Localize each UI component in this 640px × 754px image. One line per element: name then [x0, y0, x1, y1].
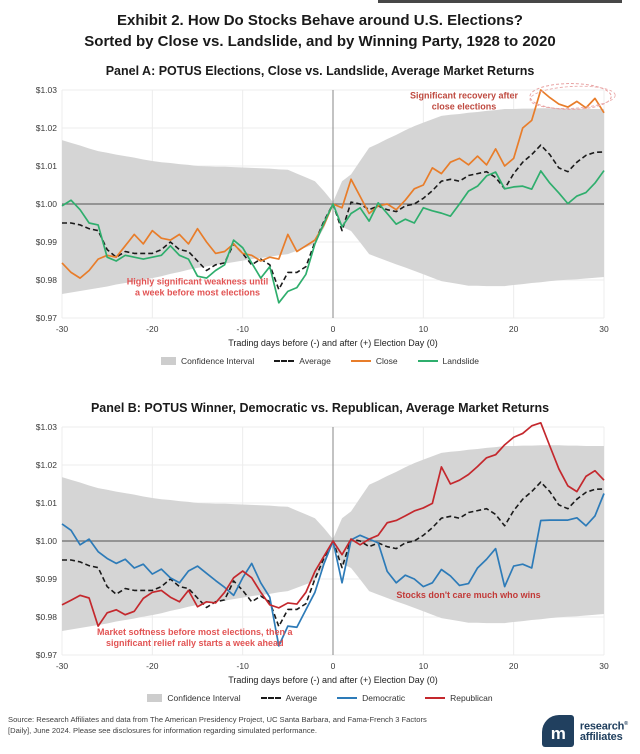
- panel-b-chart: [0, 417, 640, 689]
- legend-item-close: [351, 356, 398, 366]
- annotation-line: Market softness before most elections, then a: [97, 626, 293, 637]
- y-tick-label: $1.02: [35, 460, 57, 470]
- x-tick-label: -30: [55, 324, 69, 334]
- x-tick-label: 10: [418, 324, 429, 334]
- y-tick-label: $0.99: [35, 237, 57, 247]
- panel-b-legend: [0, 691, 640, 704]
- annotation-line: significant relief rally starts a week ahead: [105, 637, 284, 648]
- source-line1: Source: Research Affiliates and data from The American Presidency Project, UC Santa Barbara, and Fama-French 3 Factors: [8, 715, 427, 724]
- legend-swatch: [351, 360, 371, 362]
- registered-mark: ®: [624, 721, 628, 728]
- y-tick-label: $1.03: [35, 422, 57, 432]
- annotation-line: Significant recovery after: [409, 90, 519, 101]
- legend-item-confidence-interval: [161, 356, 254, 366]
- x-tick-label: 30: [599, 324, 609, 334]
- legend-label: Republican: [450, 692, 493, 703]
- y-tick-label: $1.00: [35, 199, 57, 209]
- legend-label: Landslide: [442, 355, 479, 366]
- x-tick-label: -10: [236, 661, 249, 671]
- annotation-line: a week before most elections: [134, 287, 261, 298]
- legend-item-confidence-interval: [147, 693, 240, 703]
- legend-label: Close: [375, 355, 398, 366]
- legend-swatch: [425, 697, 445, 699]
- legend-item-average: [274, 356, 331, 366]
- x-axis-title: Trading days before (-) and after (+) Election Day (0): [228, 338, 438, 348]
- legend-swatch: [337, 697, 357, 699]
- panel-a-title: Panel A: POTUS Elections, Close vs. Landslide, Average Market Returns: [105, 64, 535, 78]
- legend-label: Average: [299, 355, 331, 366]
- legend-label: Confidence Interval: [181, 355, 255, 366]
- exhibit-title-line2: Sorted by Close vs. Landslide, and by Winning Party, 1928 to 2020: [84, 33, 556, 50]
- chart-annotation: [396, 590, 540, 600]
- legend-item-republican: [425, 693, 493, 703]
- y-tick-label: $1.03: [35, 85, 57, 95]
- legend-label: Democratic: [362, 692, 406, 703]
- y-tick-label: $1.02: [35, 123, 57, 133]
- x-axis-title: Trading days before (-) and after (+) Election Day (0): [228, 675, 438, 685]
- x-tick-label: 20: [508, 324, 519, 334]
- y-tick-label: $0.97: [35, 313, 57, 323]
- annotation-line: close elections: [431, 101, 497, 112]
- x-tick-label: 0: [330, 324, 336, 334]
- annotation-line: Highly significant weakness until: [126, 276, 269, 287]
- panel-a-chart: [0, 80, 640, 352]
- legend-item-average: [261, 693, 318, 703]
- logo-wordmark: [580, 719, 628, 743]
- research-affiliates-logo: [542, 715, 628, 747]
- legend-label: Confidence Interval: [167, 692, 241, 703]
- x-tick-label: 30: [599, 661, 609, 671]
- y-tick-label: $0.98: [35, 275, 57, 285]
- legend-label: Average: [285, 692, 318, 703]
- exhibit-title: [0, 10, 640, 52]
- logo-monogram-icon: [542, 715, 574, 747]
- y-tick-label: $0.99: [35, 574, 57, 584]
- x-tick-label: -20: [146, 661, 159, 671]
- logo-line2: affiliates: [579, 731, 623, 744]
- legend-swatch: [261, 697, 281, 699]
- exhibit-title-line1: Exhibit 2. How Do Stocks Behave around U.S. Elections?: [117, 12, 523, 29]
- x-tick-label: 10: [418, 661, 429, 671]
- legend-item-landslide: [418, 356, 479, 366]
- annotation-line: Stocks don't care much who wins: [396, 590, 541, 600]
- x-tick-label: 20: [508, 661, 519, 671]
- chart-annotation: [410, 90, 519, 111]
- chart-annotation: [97, 627, 294, 648]
- x-tick-label: 0: [330, 661, 336, 671]
- chart-annotation: [127, 277, 269, 298]
- legend-item-democratic: [337, 693, 405, 703]
- legend-swatch: [418, 360, 438, 362]
- logo-monogram-letter: m: [550, 724, 565, 743]
- legend-swatch: [161, 357, 176, 365]
- source-note: [8, 714, 427, 736]
- footer: [0, 714, 640, 747]
- panel-b-title: Panel B: POTUS Winner, Democratic vs. Republican, Average Market Returns: [90, 401, 550, 415]
- legend-swatch: [147, 694, 162, 702]
- y-tick-label: $0.97: [35, 650, 57, 660]
- logo-line1: research: [579, 720, 625, 733]
- source-line2: [Daily], June 2024. Please see disclosures for information regarding simulated performance.: [8, 726, 317, 735]
- y-tick-label: $0.98: [35, 612, 57, 622]
- legend-swatch: [274, 360, 294, 362]
- x-tick-label: -20: [146, 324, 159, 334]
- panel-a-legend: [0, 354, 640, 367]
- y-tick-label: $1.00: [35, 536, 57, 546]
- x-tick-label: -30: [55, 661, 69, 671]
- y-tick-label: $1.01: [35, 161, 57, 171]
- x-tick-label: -10: [236, 324, 249, 334]
- y-tick-label: $1.01: [35, 498, 57, 508]
- screenshot-artifact-strip: [378, 0, 622, 3]
